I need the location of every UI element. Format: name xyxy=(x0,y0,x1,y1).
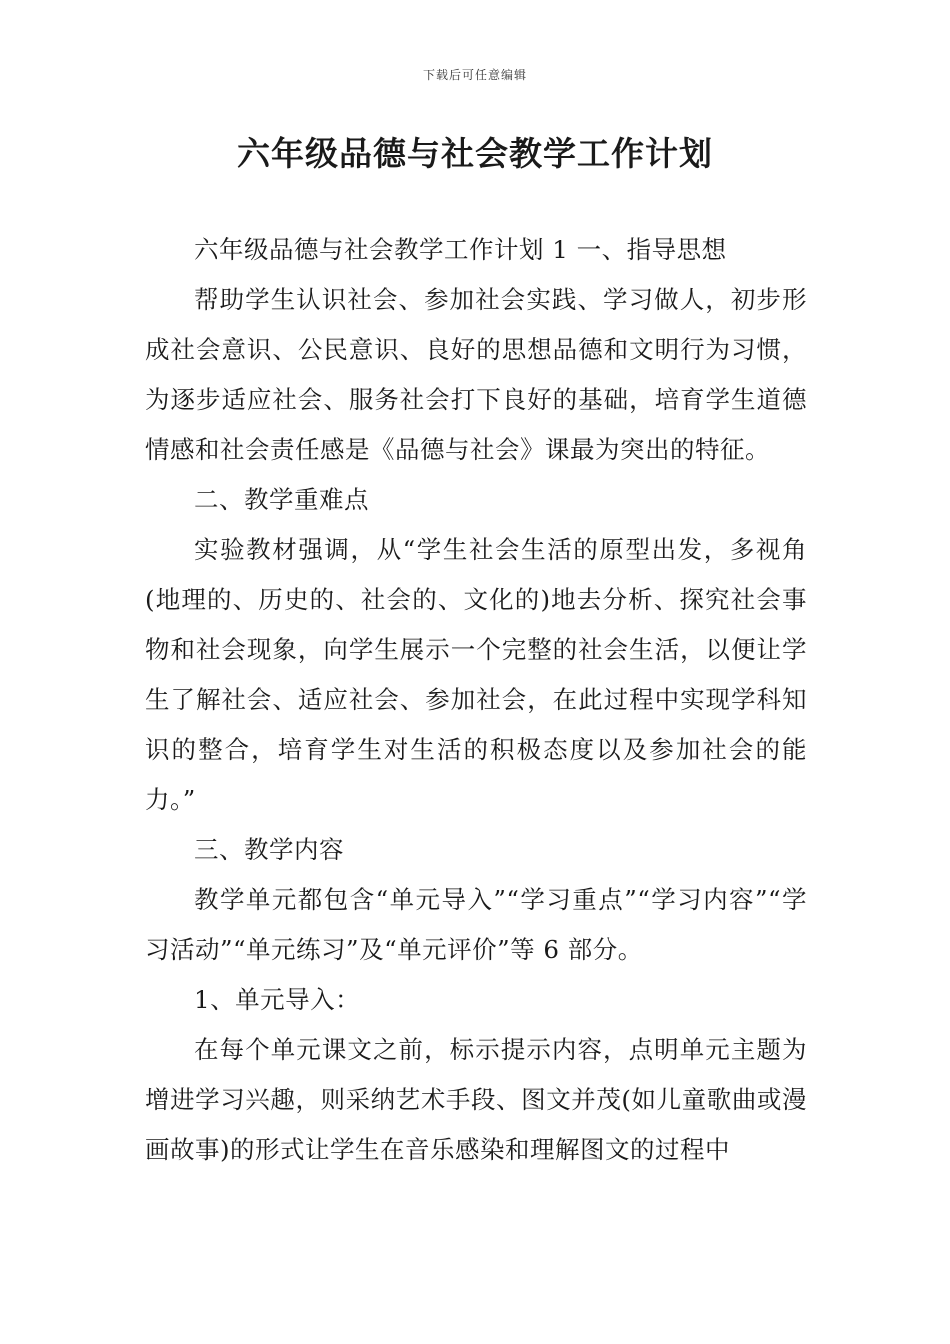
section-heading-key-points: 二、教学重难点 xyxy=(194,485,369,514)
paragraph-key-points: 实验教材强调，从“学生社会生活的原型出发，多视角(地理的、历史的、社会的、文化的)地去分析、探究社会事物和社会现象，向学生展示一个完整的社会生活，以便让学生了解社会、适应社会、参加社会，在此过程中实现学科知识的整合，培育学生对生活的积极态度以及参加社会的能力。” xyxy=(145,535,807,814)
paragraph-content: 教学单元都包含“单元导入”“学习重点”“学习内容”“学习活动”“单元练习”及“单元评价”等 6 部分。 xyxy=(145,885,807,964)
header-note: 下载后可任意编辑 xyxy=(422,68,527,82)
subheading-unit-intro: 1、单元导入： xyxy=(194,985,361,1014)
section-heading-content: 三、教学内容 xyxy=(194,835,344,864)
paragraph-intro-heading: 六年级品德与社会教学工作计划 1 一、指导思想 xyxy=(194,235,727,264)
document-body xyxy=(145,225,807,1175)
paragraph-unit-intro: 在每个单元课文之前，标示提示内容，点明单元主题为增进学习兴趣，则采纳艺术手段、图文并茂(如儿童歌曲或漫画故事)的形式让学生在音乐感染和理解图文的过程中 xyxy=(145,1035,807,1164)
paragraph-guiding-thought: 帮助学生认识社会、参加社会实践、学习做人，初步形成社会意识、公民意识、良好的思想品德和文明行为习惯，为逐步适应社会、服务社会打下良好的基础，培育学生道德情感和社会责任感是《品德与社会》课最为突出的特征。 xyxy=(145,285,807,464)
document-title: 六年级品德与社会教学工作计划 xyxy=(237,134,713,173)
